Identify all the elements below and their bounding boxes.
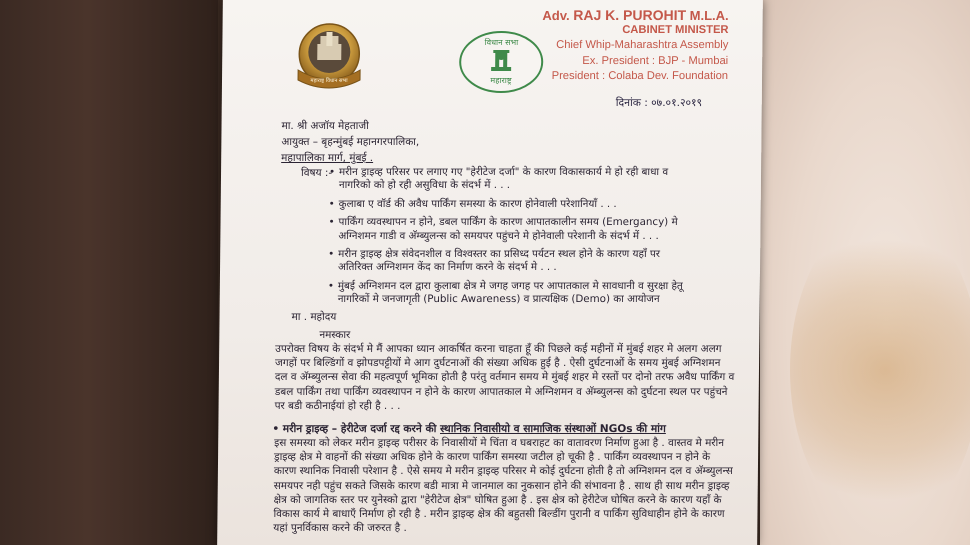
right-logo-bottom-text: महाराष्ट्र (490, 76, 512, 85)
addressee-designation: आयुक्त – बृहन्मुंबई महानगरपालिका, (281, 136, 420, 148)
greeting: नमस्कार (319, 329, 351, 341)
letter-date: दिनांक : ०७.०१.२०१९ (615, 97, 703, 109)
section-heading-underlined: स्थानिक निवासीयो व सामाजिक संस्थाओं NGOs की मांग (439, 423, 666, 435)
addressee-name: मा. श्री अजॉय मेहताजी (281, 120, 369, 132)
letter-page (217, 0, 763, 545)
letterhead-chief-whip: Chief Whip-Maharashtra Assembly (556, 39, 729, 52)
section-body: इस समस्या को लेकर मरीन ड्राइव्ह परीसर के निवासीयों मे चिंता व घबराहट का वातावरण निर्माण हुआ है . वास्तव मे मरीन ड्राइव्ह क्षेत्र मे वाहनों की संख्या अधिक होने के कारण पार्किंग समस्या जटील हो चूकी है . पार्किंग व्यवस्थापन न होने के कारण स्थानिक निवासी परेशान है . ऐसे समय मे मरीन ड्राइव्ह परिसर मे कोई दुर्घटना होती है तो अग्निशमन दल व अ‍ॅम्ब्युलन्स समयपर नही पहुंच सकते जिसके कारण बडी मात्रा मे जानमाल का नुकसान होने की संभावना है . साथ ही साथ मरीन ड्राइव्ह क्षेत्र को जागतिक स्तर पर युनेस्को द्वारा "हेरीटेज क्षेत्र" घोषित हुआ है . इस क्षेत्र को हेरीटेज घोषित करने के कारण यहाँ के विकास कार्य मे बाधाएँ निर्माण हो रही है . मरीन ड्राइव्ह क्षेत्र की बहुतसी बिल्डींग पुरानी व पार्किंग सुविधाहीन होने के कारण यहां पुनर्विकास करने की जरुरत है . (273, 437, 733, 535)
salutation: मा . महोदय (291, 311, 337, 323)
subject-item (339, 166, 684, 193)
letterhead (508, 8, 729, 84)
addressee-address: महापालिका मार्ग, मुंबई . (281, 152, 374, 164)
right-logo-top-text: विधान सभा (484, 38, 519, 47)
subject-text: पार्किंग व्यवस्थापन न होने, डबल पार्किंग के कारण आपातकालीन समय (Emergancy) मे अग्निशमन गाडी व अ‍ॅम्ब्युलन्स को समयपर पहुंचने मे होनेवाली परेशानी के संदर्भ में . . . (338, 216, 678, 242)
subject-text: कुलाबा ए वॉर्ड की अवैध पार्किंग समस्या के कारण होनेवाली परेशानियाँ . . . (338, 197, 617, 210)
section-bullet: • (272, 423, 283, 435)
assembly-gold-emblem-icon (290, 18, 369, 96)
background-emblem-blur (790, 210, 970, 530)
subject-item (338, 248, 683, 275)
subject-text: मरीन ड्राइव्ह परिसर पर लगाए गए "हेरीटेज दर्जा" के कारण विकासकार्य मे हो रही बाधा व नागरिको को हो रही असुविधा के संदर्भ में . . . (338, 166, 669, 192)
body-paragraph: उपरोक्त विषय के संदर्भ मे मैं आपका ध्यान आकर्षित करना चाहता हूँ की पिछले कई महीनों में मुंबई शहर मे अलग अलग जगहों पर बिल्डिंगों व झोपडपट्टीयों मे आग दुर्घटनाओं की संख्या अधिक हुई है . ऐसी दुर्घटनाओं के समय मुंबई अग्निशमन दल व अ‍ॅम्ब्युलन्स सेवा की महत्वपूर्ण भूमिका होती है परंतु वर्तमान समय मे मुंबई शहर मे रस्तों पर दोनो तरफ अवैध पार्किंग व डबल पार्किंग तथा पार्किंग व्यवस्थापन न होने के कारण आपातकाल मे अग्निशमन व अ‍ॅम्ब्युलन्स को दुर्घटना स्थल पर पहुंचने पर बडी कठीनाईयां हो रही है . . . (274, 343, 735, 412)
letterhead-name: RAJ K. PUROHIT (573, 7, 687, 23)
subject-item (338, 280, 683, 307)
subject-item (338, 216, 683, 243)
letterhead-cabinet-minister: CABINET MINISTER (622, 24, 729, 37)
background-left-wood (0, 0, 218, 545)
subject-text: मरीन ड्राइव्ह क्षेत्र संवेदनशील व विश्वस्तर का प्रसिध्द पर्यटन स्थल होने के कारण यहाँ पर अतिरिक्त अग्निशमन केंद का निर्माण करने के संदर्भ मे . . . (337, 248, 661, 274)
section-heading-plain: मरीन ड्राइव्ह – हेरीटेज दर्जा रद्द करने की (282, 423, 441, 435)
letterhead-name-line (509, 8, 729, 23)
letterhead-prefix: Adv. (542, 8, 570, 23)
subject-label: विषय :- (300, 167, 333, 179)
subject-list (338, 166, 684, 312)
letterhead-president: President : Colaba Dev. Foundation (551, 69, 729, 82)
left-logo-ribbon-text: महाराष्ट्र विधान सभा (310, 78, 348, 84)
section-heading (272, 422, 666, 436)
subject-text: मुंबई अग्निशमन दल द्वारा कुलाबा क्षेत्र मे जगह जगह पर आपातकाल मे सावधानी व सुरक्षा हेतू नागरिकों मे जनजागृती (Public Awareness) व प्रात्यक्षिक (Demo) का आयोजन (337, 279, 683, 306)
subject-item (339, 198, 684, 211)
letterhead-suffix: M.L.A. (689, 8, 729, 23)
letterhead-ex-president: Ex. President : BJP - Mumbai (582, 54, 729, 67)
addressee-block (281, 118, 419, 166)
